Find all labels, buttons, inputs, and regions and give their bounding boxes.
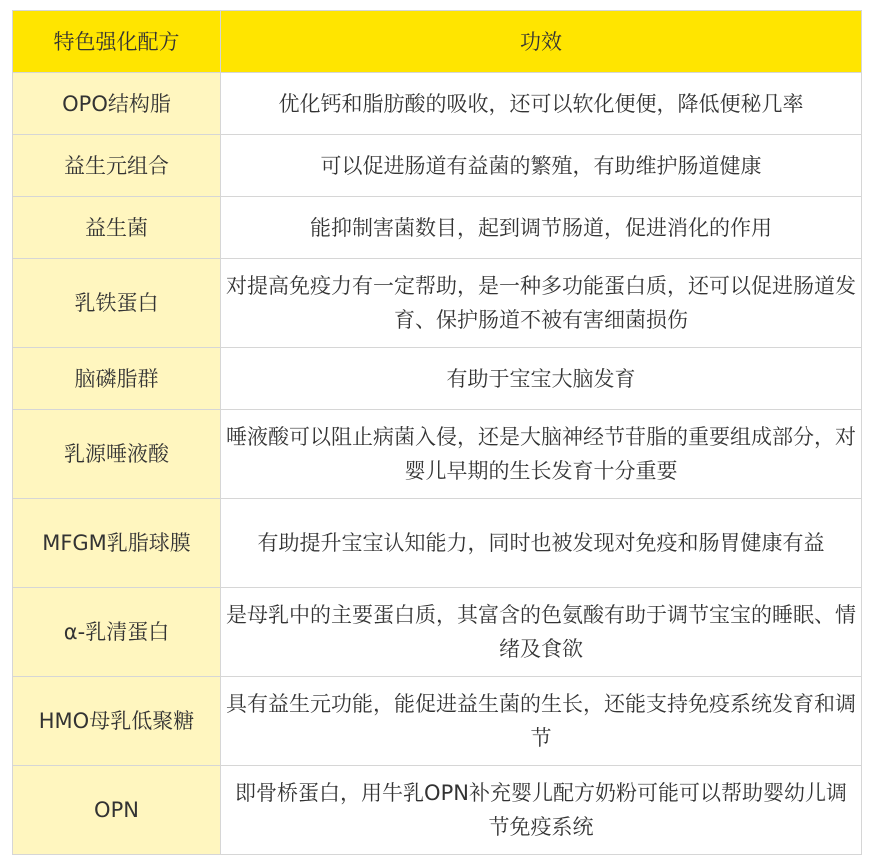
feature-cell: MFGM乳脂球膜 — [13, 499, 221, 588]
table-row — [13, 348, 862, 410]
table-row — [13, 499, 862, 588]
feature-cell: 乳铁蛋白 — [13, 259, 221, 348]
table-row — [13, 410, 862, 499]
effect-cell: 有助于宝宝大脑发育 — [221, 348, 862, 410]
formula-features-table — [12, 10, 862, 855]
effect-cell: 对提高免疫力有一定帮助，是一种多功能蛋白质，还可以促进肠道发育、保护肠道不被有害细菌损伤 — [221, 259, 862, 348]
effect-cell: 唾液酸可以阻止病菌入侵，还是大脑神经节苷脂的重要组成部分，对婴儿早期的生长发育十分重要 — [221, 410, 862, 499]
feature-cell: 益生菌 — [13, 197, 221, 259]
feature-cell: OPN — [13, 766, 221, 855]
effect-cell: 具有益生元功能，能促进益生菌的生长，还能支持免疫系统发育和调节 — [221, 677, 862, 766]
table-row — [13, 766, 862, 855]
feature-cell: 乳源唾液酸 — [13, 410, 221, 499]
table-row — [13, 73, 862, 135]
table-row — [13, 197, 862, 259]
effect-cell: 能抑制害菌数目，起到调节肠道，促进消化的作用 — [221, 197, 862, 259]
feature-cell: OPO结构脂 — [13, 73, 221, 135]
effect-cell: 即骨桥蛋白，用牛乳OPN补充婴儿配方奶粉可能可以帮助婴幼儿调节免疫系统 — [221, 766, 862, 855]
formula-table-container — [12, 10, 861, 855]
feature-cell: HMO母乳低聚糖 — [13, 677, 221, 766]
header-feature: 特色强化配方 — [13, 11, 221, 73]
effect-cell: 是母乳中的主要蛋白质，其富含的色氨酸有助于调节宝宝的睡眠、情绪及食欲 — [221, 588, 862, 677]
table-header-row — [13, 11, 862, 73]
table-row — [13, 588, 862, 677]
table-row — [13, 259, 862, 348]
feature-cell: 脑磷脂群 — [13, 348, 221, 410]
table-row — [13, 135, 862, 197]
effect-cell: 有助提升宝宝认知能力，同时也被发现对免疫和肠胃健康有益 — [221, 499, 862, 588]
table-row — [13, 677, 862, 766]
effect-cell: 优化钙和脂肪酸的吸收，还可以软化便便，降低便秘几率 — [221, 73, 862, 135]
feature-cell: α-乳清蛋白 — [13, 588, 221, 677]
effect-cell: 可以促进肠道有益菌的繁殖，有助维护肠道健康 — [221, 135, 862, 197]
header-effect: 功效 — [221, 11, 862, 73]
feature-cell: 益生元组合 — [13, 135, 221, 197]
